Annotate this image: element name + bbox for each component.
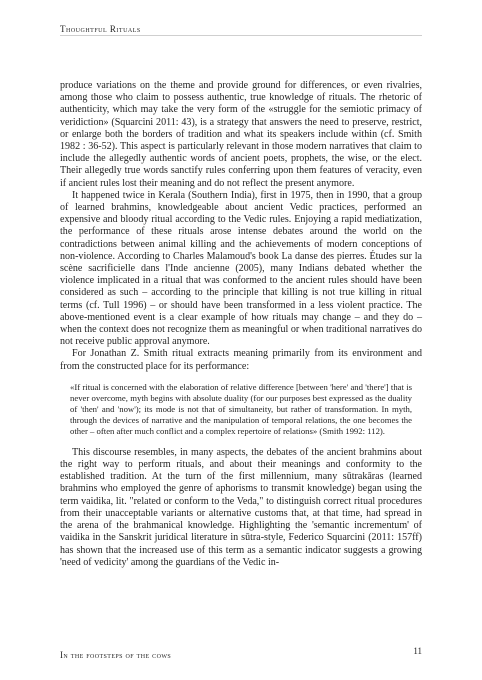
block-quote: «If ritual is concerned with the elaboration of relative difference [between 'here' and 'there'] that is never overcome, myth begins with absolute duality (for our purposes best expressed as the duality of 'then' and 'now'); its mode is not that of simultaneity, but rather of transformation. In myth, through the devices of narrative and the manipulation of temporal relations, the one becomes the other – often after much conflict and a complex repertoire of relations» (Smith 1992: 112). — [70, 381, 412, 436]
footer-title: In the footsteps of the cows — [60, 650, 172, 660]
paragraph-3: For Jonathan Z. Smith ritual extracts meaning primarily from its environment and from the constructed place for its performance: — [60, 348, 422, 372]
paragraph-2: It happened twice in Kerala (Southern India), first in 1975, then in 1990, that a group of learned brahmins, knowledgeable about ancient Vedic practices, performed an expensive and bloody ritual according to the Vedic rules. Enjoying a rapid mediatization, the performance of these rituals arose intense debates around the world on the contradictions between animal killing and the achievements of modern conceptions of non-violence. According to Charles Malamoud's book La danse des pierres. Études sur la scène sacrificielle dans l'Inde ancienne (2005), many Indians debated whether the violence implicated in a ritual that was conformed to the ancient rules should have been considered as such – according to the principle that killing is not true killing in ritual terms (cf. Tull 1996) – or should have been transformed in a less violent practice. The above-mentioned event is a clear example of how rituals may change – and they do – when the context does not recognize them as meaningful or when traditional narratives do not receive public approval anymore. — [60, 189, 422, 348]
header-rule — [60, 35, 422, 36]
running-head: Thoughtful Rituals — [60, 24, 141, 34]
page-number: 11 — [413, 646, 422, 656]
paragraph-1: produce variations on the theme and provide ground for differences, or even rivalries, among those who claim to possess authentic, true knowledge of rituals. The rhetoric of authenticity, which may take the very form of the «struggle for the semiotic primacy of veridiction» (Squarcini 2011: 43), is a strategy that answers the need to preserve, restrict, or enlarge both the borders of tradition and what its speakers include within (cf. Smith 1982 : 36-52). This aspect is particularly relevant in those modern narratives that claim to include the allegedly authentic words of ancient poets, prophets, the wise, or the elect. Their allegedly true words sanctify rules conferring upon them features of veracity, even if ancient rules lost their meaning and do not reflect the present anymore. — [60, 80, 422, 189]
body-text — [60, 80, 422, 569]
paragraph-4: This discourse resembles, in many aspects, the debates of the ancient brahmins about the right way to perform rituals, and about their meanings and conformity to the established tradition. At the turn of the first millennium, many sūtrakāras (learned brahmins who employed the genre of aphorisms to transmit knowledge) began using the term vaidika, lit. "related or conform to the Veda," to distinguish correct ritual procedures from their unacceptable variants or alternative customs that, at that time, had spread in the arena of the brahmanical knowledge. Highlighting the 'semantic incrementum' of vaidika in the Sanskrit juridical literature in sūtra-style, Federico Squarcini (2011: 157ff) has shown that the increased use of this term as a semantic indicator suggests a growing 'need of vedicity' among the guardians of the Vedic in- — [60, 446, 422, 568]
